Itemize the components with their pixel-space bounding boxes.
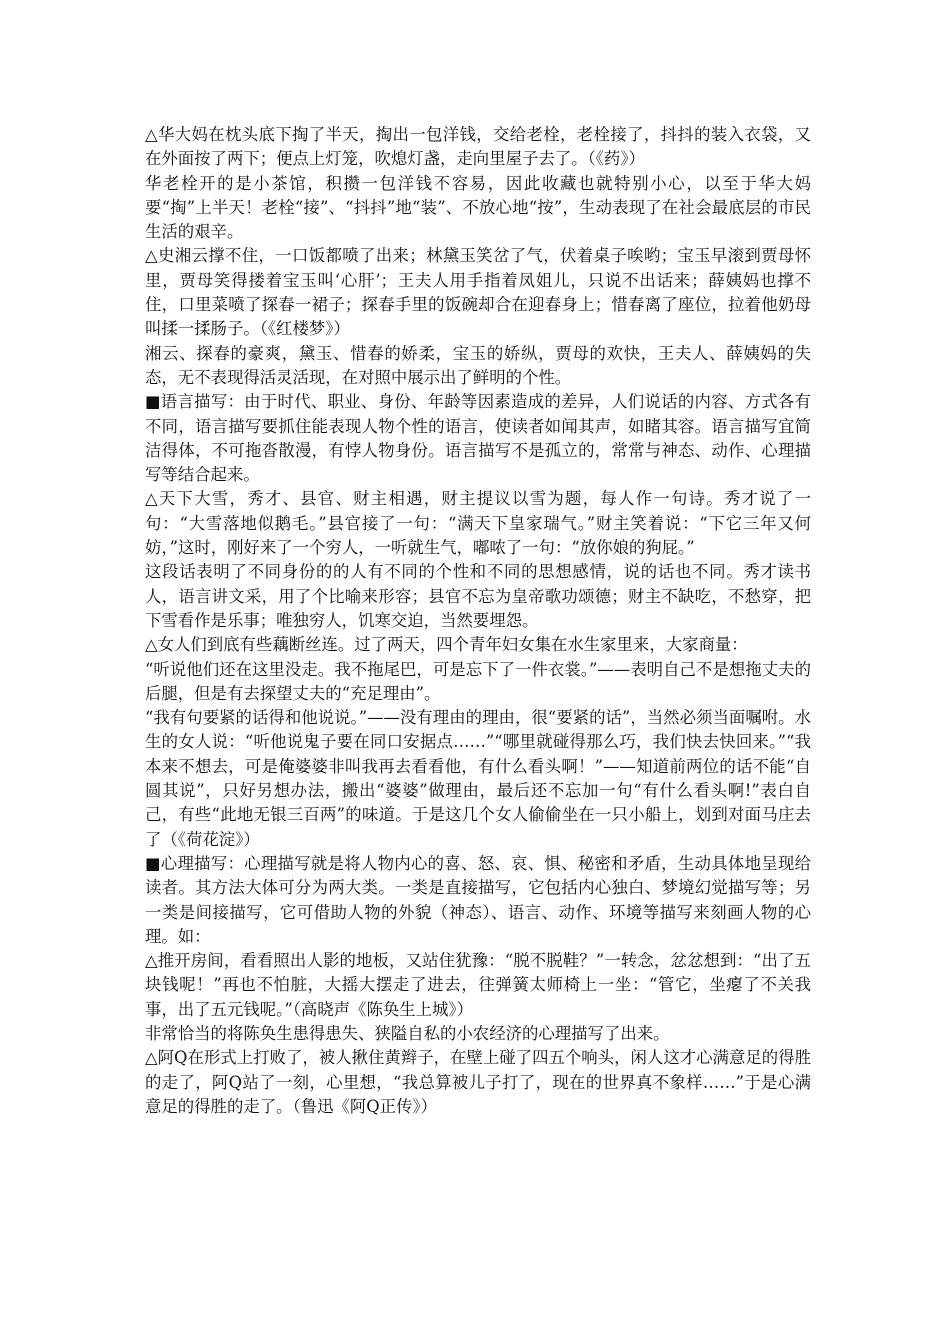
paragraph-example-lotus-quote-2: “我有句要紧的话得和他说说。”——没有理由的理由，很“要紧的话”，当然必须当面嘱咐。水生的女人说：“听他说鬼子要在同口安据点……”“哪里就碰得那么巧，我们快去快回来。”“我本来不想去，可是俺婆婆非叫我再去看看他，有什么看头啊！”——知道前两位的话不能“自圆其说”，只好另想办法，搬出“婆婆”做理由，最后还不忘加一句“有什么看头啊!”表白自己，有些“此地无银三百两”的味道。于是这几个女人偷偷坐在一只小船上，划到对面马庄去了（《荷花淀》） xyxy=(145,708,811,849)
paragraph-heading-language-description: ■语言描写：由于时代、职业、身份、年龄等因素造成的差异，人们说话的内容、方式各有不同，语言描写要抓住能表现人物个性的语言，使读者如闻其声，如睹其容。语言描写宜简洁得体，不可拖沓散漫，有悖人物身份。语言描写不是孤立的，常常与神态、动作、心理描写等结合起来。 xyxy=(145,392,811,485)
paragraph-example-red-mansions: △史湘云撑不住，一口饭都喷了出来；林黛玉笑岔了气，伏着桌子唉哟；宝玉早滚到贾母怀里，贾母笑得搂着宝玉叫‘心肝’；王夫人用手指着凤姐儿，只说不出话来；薛姨妈也撑不住，口里菜喷了探春一裙子；探春手里的饭碗却合在迎春身上；惜春离了座位，拉着他奶母叫揉一揉肠子。（《红楼梦》） xyxy=(145,246,811,339)
document-body xyxy=(145,123,811,1119)
paragraph-example-lotus-quote-1: “听说他们还在这里没走。我不拖尾巴，可是忘下了一件衣裳。”——表明自己不是想拖丈夫的后腿，但是有去探望丈夫的“充足理由”。 xyxy=(145,659,811,703)
paragraph-example-snow-poem: △天下大雪，秀才、县官、财主相遇，财主提议以雪为题，每人作一句诗。秀才说了一句：“大雪落地似鹅毛。”县官接了一句：“满天下皇家瑞气。”财主笑着说：“下它三年又何妨，”这时，刚好来了一个穷人，一听就生气，嘟哝了一句：“放你娘的狗屁。” xyxy=(145,489,811,558)
paragraph-analysis-chen-huansheng: 非常恰当的将陈奂生患得患失、狭隘自私的小农经济的心理描写了出来。 xyxy=(145,1023,670,1043)
paragraph-example-chen-huansheng: △推开房间，看看照出人影的地板，又站住犹豫：“脱不脱鞋？”一转念，忿忿想到：“出了五块钱呢！”再也不怕脏，大摇大摆走了进去，往弹簧太师椅上一坐：“管它，坐瘪了不关我事，出了五元钱呢。”（高晓声《陈奂生上城》） xyxy=(145,951,811,1019)
paragraph-analysis-medicine: 华老栓开的是小茶馆，积攒一包洋钱不容易，因此收藏也就特别小心，以至于华大妈要“掏”上半天！老栓“接”、“抖抖”地“装”、不放心地“按”，生动表现了在社会最底层的市民生活的艰辛。 xyxy=(145,173,811,242)
paragraph-heading-psychological-description: ■心理描写：心理描写就是将人物内心的喜、怒、哀、惧、秘密和矛盾，生动具体地呈现给读者。其方法大体可分为两大类。一类是直接描写，它包括内心独白、梦境幻觉描写等；另一类是间接描写，它可借助人物的外貌（神态）、语言、动作、环境等描写来刻画人物的心理。如： xyxy=(145,853,811,946)
paragraph-example-lotus-intro: △女人们到底有些藕断丝连。过了两天，四个青年妇女集在水生家里来，大家商量： xyxy=(145,635,748,655)
paragraph-example-medicine: △华大妈在枕头底下掏了半天，掏出一包洋钱，交给老栓，老栓接了，抖抖的装入衣袋，又在外面按了两下；便点上灯笼，吹熄灯盏，走向里屋子去了。（《药》） xyxy=(145,125,811,169)
paragraph-example-ah-q: △阿Q在形式上打败了，被人揪住黄辫子，在壁上碰了四五个响头，闲人这才心满意足的得胜的走了，阿Q站了一刻，心里想，“我总算被儿子打了，现在的世界真不象样……”于是心满意足的得胜的走了。（鲁迅《阿Q正传》） xyxy=(145,1048,811,1116)
paragraph-analysis-red-mansions: 湘云、探春的豪爽，黛玉、惜春的娇柔，宝玉的娇纵，贾母的欢快，王夫人、薛姨妈的失态，无不表现得活灵活现，在对照中展示出了鲜明的个性。 xyxy=(145,343,811,387)
paragraph-analysis-snow-poem: 这段话表明了不同身份的的人有不同的个性和不同的思想感情，说的话也不同。秀才读书人，语言讲文采，用了个比喻来形容；县官不忘为皇帝歌功颂德；财主不缺吃，不愁穿，把下雪看作是乐事；唯独穷人，饥寒交迫，当然要埋怨。 xyxy=(145,562,811,630)
